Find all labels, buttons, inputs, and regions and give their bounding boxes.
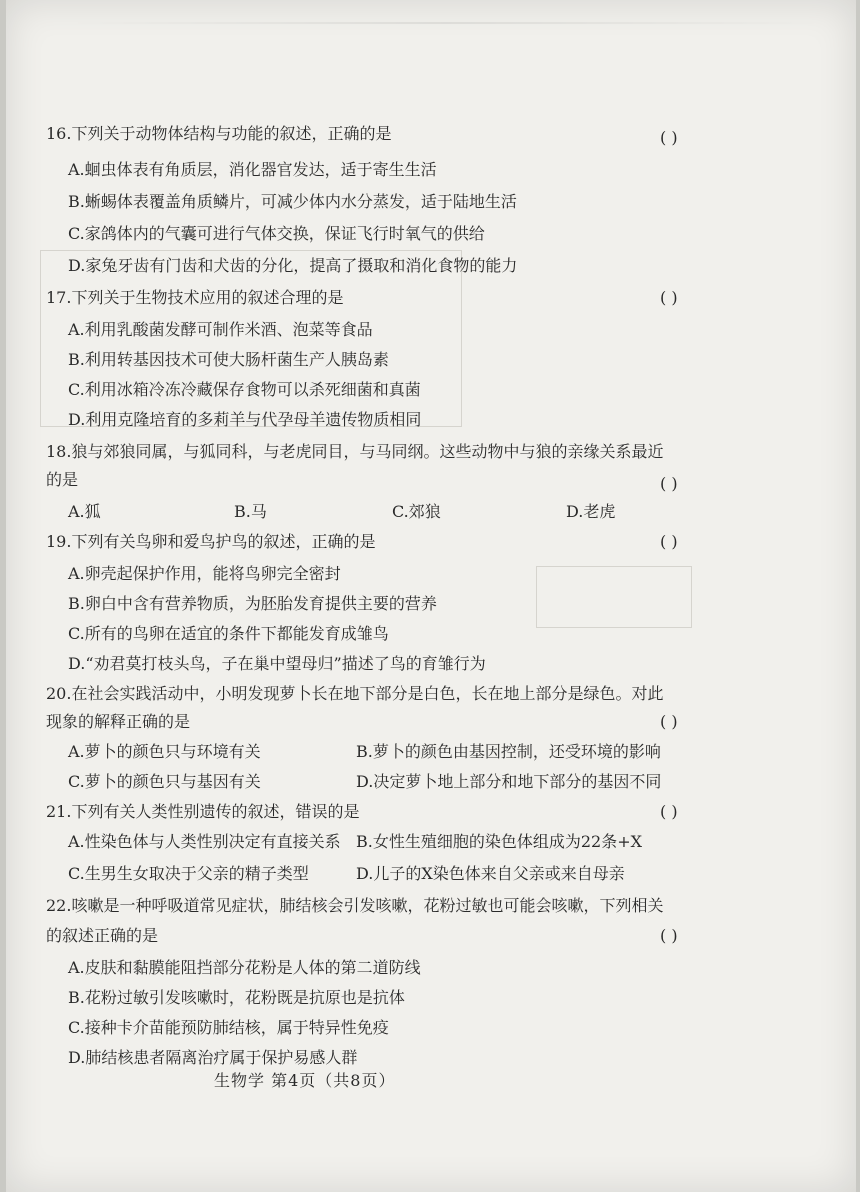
question-16-option-d: D.家兔牙齿有门齿和犬齿的分化，提高了摄取和消化食物的能力 xyxy=(68,256,518,275)
question-19-stem: 19.下列有关鸟卵和爱鸟护鸟的叙述，正确的是 xyxy=(46,532,376,551)
question-21-option-d: D.儿子的X染色体来自父亲或来自母亲 xyxy=(356,864,625,883)
question-17-option-d: D.利用克隆培育的多莉羊与代孕母羊遗传物质相同 xyxy=(68,410,422,429)
paper-fold-shadow xyxy=(66,22,826,24)
question-17-option-c: C.利用冰箱冷冻冷藏保存食物可以杀死细菌和真菌 xyxy=(68,380,421,399)
question-18-option-c: C.郊狼 xyxy=(392,502,441,521)
answer-blank-19[interactable]: ( ) xyxy=(660,532,678,551)
question-22-option-a: A.皮肤和黏膜能阻挡部分花粉是人体的第二道防线 xyxy=(68,958,421,977)
question-21-option-b: B.女性生殖细胞的染色体组成为22条+X xyxy=(356,832,643,851)
question-21-option-a: A.性染色体与人类性别决定有直接关系 xyxy=(68,832,341,851)
question-17-stem: 17.下列关于生物技术应用的叙述合理的是 xyxy=(46,288,344,307)
question-18-stem: 18.狼与郊狼同属，与狐同科，与老虎同目，与马同纲。这些动物中与狼的亲缘关系最近 xyxy=(46,442,664,461)
question-17-option-a: A.利用乳酸菌发酵可制作米酒、泡菜等食品 xyxy=(68,320,373,339)
answer-blank-16[interactable]: ( ) xyxy=(660,128,678,147)
answer-blank-17[interactable]: ( ) xyxy=(660,288,678,307)
question-19-option-a: A.卵壳起保护作用，能将鸟卵完全密封 xyxy=(68,564,341,583)
question-19-option-d: D.“劝君莫打枝头鸟，子在巢中望母归”描述了鸟的育雏行为 xyxy=(68,654,486,673)
answer-blank-22[interactable]: ( ) xyxy=(660,926,678,945)
question-16-option-a: A.蛔虫体表有角质层，消化器官发达，适于寄生生活 xyxy=(68,160,437,179)
question-18-stem-cont: 的是 xyxy=(46,470,79,489)
question-16-option-b: B.蜥蜴体表覆盖角质鳞片，可减少体内水分蒸发，适于陆地生活 xyxy=(68,192,517,211)
page-footer: 生物学 第4页（共8页） xyxy=(214,1071,396,1090)
answer-blank-20[interactable]: ( ) xyxy=(660,712,678,731)
question-20-option-a: A.萝卜的颜色只与环境有关 xyxy=(68,742,261,761)
question-16-stem: 16.下列关于动物体结构与功能的叙述，正确的是 xyxy=(46,124,392,143)
question-20-option-b: B.萝卜的颜色由基因控制，还受环境的影响 xyxy=(356,742,661,761)
question-19-option-b: B.卵白中含有营养物质，为胚胎发育提供主要的营养 xyxy=(68,594,437,613)
question-20-stem-cont: 现象的解释正确的是 xyxy=(46,712,191,731)
question-18-option-b: B.马 xyxy=(234,502,267,521)
exam-page xyxy=(6,0,856,1192)
bleed-through-table xyxy=(536,566,692,628)
question-17-option-b: B.利用转基因技术可使大肠杆菌生产人胰岛素 xyxy=(68,350,389,369)
question-18-option-a: A.狐 xyxy=(68,502,101,521)
question-22-option-b: B.花粉过敏引发咳嗽时，花粉既是抗原也是抗体 xyxy=(68,988,405,1007)
answer-blank-21[interactable]: ( ) xyxy=(660,802,678,821)
answer-blank-18[interactable]: ( ) xyxy=(660,474,678,493)
question-22-stem-cont: 的叙述正确的是 xyxy=(46,926,159,945)
question-20-option-c: C.萝卜的颜色只与基因有关 xyxy=(68,772,261,791)
question-21-stem: 21.下列有关人类性别遗传的叙述，错误的是 xyxy=(46,802,360,821)
question-21-option-c: C.生男生女取决于父亲的精子类型 xyxy=(68,864,309,883)
question-22-stem: 22.咳嗽是一种呼吸道常见症状，肺结核会引发咳嗽，花粉过敏也可能会咳嗽，下列相关 xyxy=(46,896,664,915)
question-22-option-d: D.肺结核患者隔离治疗属于保护易感人群 xyxy=(68,1048,358,1067)
question-20-stem: 20.在社会实践活动中，小明发现萝卜长在地下部分是白色，长在地上部分是绿色。对此 xyxy=(46,684,664,703)
question-16-option-c: C.家鸽体内的气囊可进行气体交换，保证飞行时氧气的供给 xyxy=(68,224,485,243)
question-19-option-c: C.所有的鸟卵在适宜的条件下都能发育成雏鸟 xyxy=(68,624,389,643)
question-18-option-d: D.老虎 xyxy=(566,502,616,521)
question-22-option-c: C.接种卡介苗能预防肺结核，属于特异性免疫 xyxy=(68,1018,389,1037)
question-20-option-d: D.决定萝卜地上部分和地下部分的基因不同 xyxy=(356,772,662,791)
